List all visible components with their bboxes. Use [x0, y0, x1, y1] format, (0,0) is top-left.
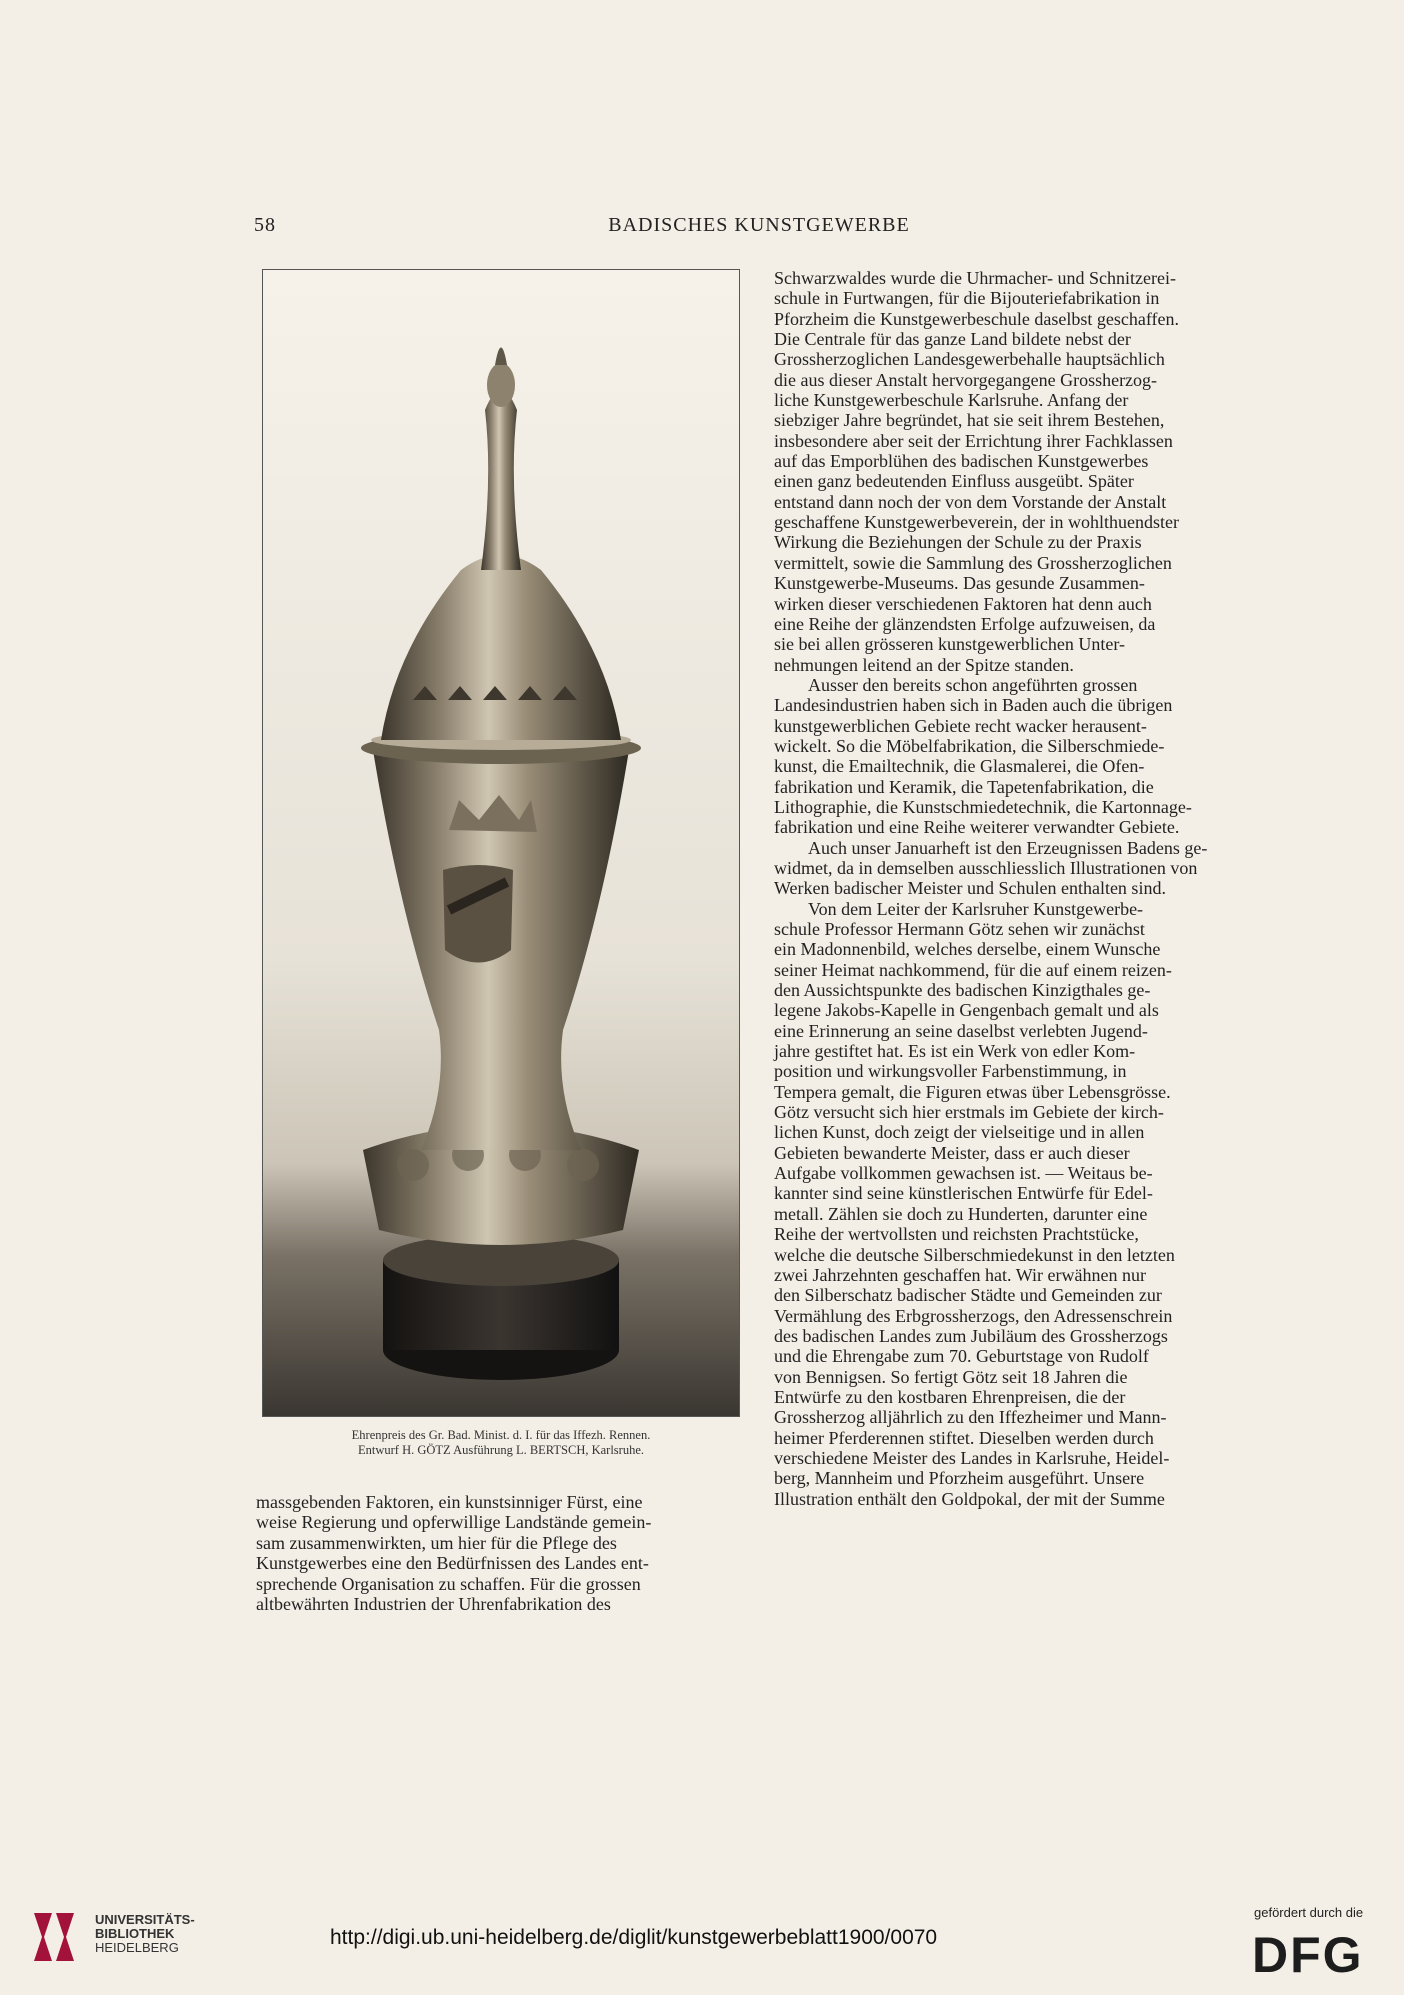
text-line: kannter sind seine künstlerischen Entwürfe für Edel- [774, 1183, 1153, 1204]
text-line: seiner Heimat nachkommend, für die auf einem reizen- [774, 959, 1172, 980]
text-line: Tempera gemalt, die Figuren etwas über Lebensgrösse. [774, 1081, 1171, 1102]
running-title: BADISCHES KUNSTGEWERBE [608, 214, 910, 236]
text-line: jahre gestiftet hat. Es ist ein Werk von edler Kom- [774, 1041, 1136, 1062]
text-line: nehmungen leitend an der Spitze standen. [774, 654, 1074, 675]
text-line: Grossherzog alljährlich zu den Iffezheimer und Mann- [774, 1407, 1167, 1428]
university-library-logo-icon [30, 1909, 80, 1965]
figure-caption [262, 1428, 740, 1458]
text-line: und die Ehrengabe zum 70. Geburtstage von Rudolf [774, 1346, 1149, 1367]
page-number: 58 [254, 214, 276, 236]
text-line: Lithographie, die Kunstschmiedetechnik, die Kartonnage- [774, 796, 1192, 817]
text-line: liche Kunstgewerbeschule Karlsruhe. Anfang der [774, 390, 1129, 411]
text-line: des badischen Landes zum Jubiläum des Grossherzogs [774, 1325, 1168, 1346]
text-line: Pforzheim die Kunstgewerbeschule daselbst geschaffen. [774, 308, 1180, 329]
text-line: Ausser den bereits schon angeführten grossen [808, 674, 1138, 695]
text-line: einen ganz bedeutenden Einfluss ausgeübt. Später [774, 471, 1134, 492]
text-line: den Aussichtspunkte des badischen Kinzigthales ge- [774, 980, 1151, 1001]
text-line: schule Professor Hermann Götz sehen wir zunächst [774, 919, 1145, 939]
text-line: auf das Emporblühen des badischen Kunstgewerbes [774, 451, 1149, 472]
dfg-logo: DFG [1252, 1927, 1364, 1983]
text-line: Von dem Leiter der Karlsruher Kunstgewerbe- [808, 898, 1144, 919]
text-line: Vermählung des Erbgrossherzogs, den Adressenschrein [774, 1305, 1173, 1326]
text-line: altbewährten Industrien der Uhrenfabrikation des [256, 1594, 611, 1615]
text-line: Wirkung die Beziehungen der Schule zu der Praxis [774, 532, 1142, 553]
trophy-photograph [262, 269, 740, 1417]
text-line: weise Regierung und opferwillige Landstände gemein- [256, 1512, 652, 1533]
funded-by-label: gefördert durch die [1254, 1905, 1364, 1920]
library-name-line-1: UNIVERSITÄTS- [95, 1912, 195, 1927]
text-line: position und wirkungsvoller Farbenstimmung, in [774, 1061, 1127, 1082]
footer [0, 1893, 1404, 1995]
text-line: legene Jakobs-Kapelle in Gengenbach gemalt und als [774, 1000, 1159, 1021]
left-column-text [256, 1492, 746, 1614]
text-line: Die Centrale für das ganze Land bildete nebst der [774, 329, 1131, 350]
text-line: Grossherzoglichen Landesgewerbehalle hauptsächlich [774, 349, 1165, 370]
text-line: vermittelt, sowie die Sammlung des Grossherzoglichen [774, 552, 1172, 573]
text-line: Kunstgewerbes eine den Bedürfnissen des Landes ent- [256, 1553, 649, 1574]
text-line: siebziger Jahre begründet, hat sie seit ihrem Bestehen, [774, 410, 1165, 431]
digital-object-url[interactable]: http://digi.ub.uni-heidelberg.de/diglit/kunstgewerbeblatt1900/0070 [330, 1926, 938, 1949]
text-line: welche die deutsche Silberschmiedekunst in den letzten [774, 1244, 1175, 1265]
text-line: fabrikation und Keramik, die Tapetenfabrikation, die [774, 776, 1154, 797]
caption-line-1: Ehrenpreis des Gr. Bad. Minist. d. I. für das Iffezh. Rennen. [351, 1428, 651, 1442]
text-line: fabrikation und eine Reihe weiterer verwandter Gebiete. [774, 817, 1180, 838]
text-line: schule in Furtwangen, für die Bijouteriefabrikation in [774, 288, 1160, 309]
text-line: massgebenden Faktoren, ein kunstsinniger Fürst, eine [256, 1492, 643, 1512]
text-line: kunst, die Emailtechnik, die Glasmalerei, die Ofen- [774, 756, 1145, 777]
text-line: zwei Jahrzehnten geschaffen hat. Wir erwähnen nur [774, 1264, 1146, 1285]
text-line: lichen Kunst, doch zeigt der vielseitige und in allen [774, 1122, 1145, 1143]
text-line: Entwürfe zu den kostbaren Ehrenpreisen, die der [774, 1386, 1126, 1407]
text-line: Illustration enthält den Goldpokal, der mit der Summe [774, 1488, 1165, 1509]
text-line: den Silberschatz badischer Städte und Gemeinden zur [774, 1285, 1162, 1306]
text-line: insbesondere aber seit der Errichtung ihrer Fachklassen [774, 430, 1173, 451]
text-line: Schwarzwaldes wurde die Uhrmacher- und Schnitzerei- [774, 268, 1176, 288]
caption-line-2: Entwurf H. GÖTZ Ausführung L. BERTSCH, Karlsruhe. [357, 1443, 645, 1457]
text-line: Reihe der wertvollsten und reichsten Prachtstücke, [774, 1224, 1139, 1245]
text-line: von Bennigsen. So fertigt Götz seit 18 Jahren die [774, 1366, 1128, 1387]
text-line: entstand dann noch der von dem Vorstande der Anstalt [774, 491, 1167, 512]
text-line: Götz versucht sich hier erstmals im Gebiete der kirch- [774, 1102, 1164, 1123]
text-line: die aus dieser Anstalt hervorgegangene Grossherzog- [774, 369, 1158, 390]
library-name [95, 1913, 195, 1955]
text-line: Gebieten bewanderte Meister, dass er auch dieser [774, 1142, 1130, 1163]
text-line: sie bei allen grösseren kunstgewerblichen Unter- [774, 634, 1126, 655]
text-line: sprechende Organisation zu schaffen. Für die grossen [256, 1573, 641, 1594]
text-line: eine Reihe der glänzendsten Erfolge aufzuweisen, da [774, 613, 1156, 634]
text-line: verschiedene Meister des Landes in Karlsruhe, Heidel- [774, 1447, 1170, 1468]
page-header [254, 214, 1264, 244]
text-line: Werken badischer Meister und Schulen enthalten sind. [774, 878, 1166, 899]
trophy-illustration [263, 270, 739, 1416]
text-line: heimer Pferderennen stiftet. Dieselben werden durch [774, 1427, 1154, 1448]
text-line: widmet, da in demselben ausschliesslich Illustrationen von [774, 857, 1198, 878]
text-line: ein Madonnenbild, welches derselbe, einem Wunsche [774, 939, 1161, 960]
text-line: metall. Zählen sie doch zu Hunderten, darunter eine [774, 1203, 1148, 1224]
text-line: wickelt. So die Möbelfabrikation, die Silberschmiede- [774, 735, 1165, 756]
text-line: Landesindustrien haben sich in Baden auch die übrigen [774, 695, 1173, 716]
text-line: berg, Mannheim und Pforzheim ausgeführt. Unsere [774, 1468, 1145, 1489]
text-line: wirken dieser verschiedenen Faktoren hat denn auch [774, 593, 1152, 614]
library-name-line-3: HEIDELBERG [95, 1940, 179, 1955]
text-line: Kunstgewerbe-Museums. Das gesunde Zusammen- [774, 573, 1145, 594]
library-name-line-2: BIBLIOTHEK [95, 1926, 175, 1941]
text-line: eine Erinnerung an seine daselbst verlebten Jugend- [774, 1020, 1148, 1041]
text-line: sam zusammenwirkten, um hier für die Pflege des [256, 1532, 617, 1553]
right-column-text [774, 268, 1264, 1509]
text-line: Auch unser Januarheft ist den Erzeugnissen Badens ge- [808, 837, 1208, 858]
text-line: geschaffene Kunstgewerbeverein, der in wohlthuendster [774, 512, 1180, 533]
text-line: kunstgewerblichen Gebiete recht wacker herausent- [774, 715, 1147, 736]
text-line: Aufgabe vollkommen gewachsen ist. — Weitaus be- [774, 1163, 1153, 1184]
